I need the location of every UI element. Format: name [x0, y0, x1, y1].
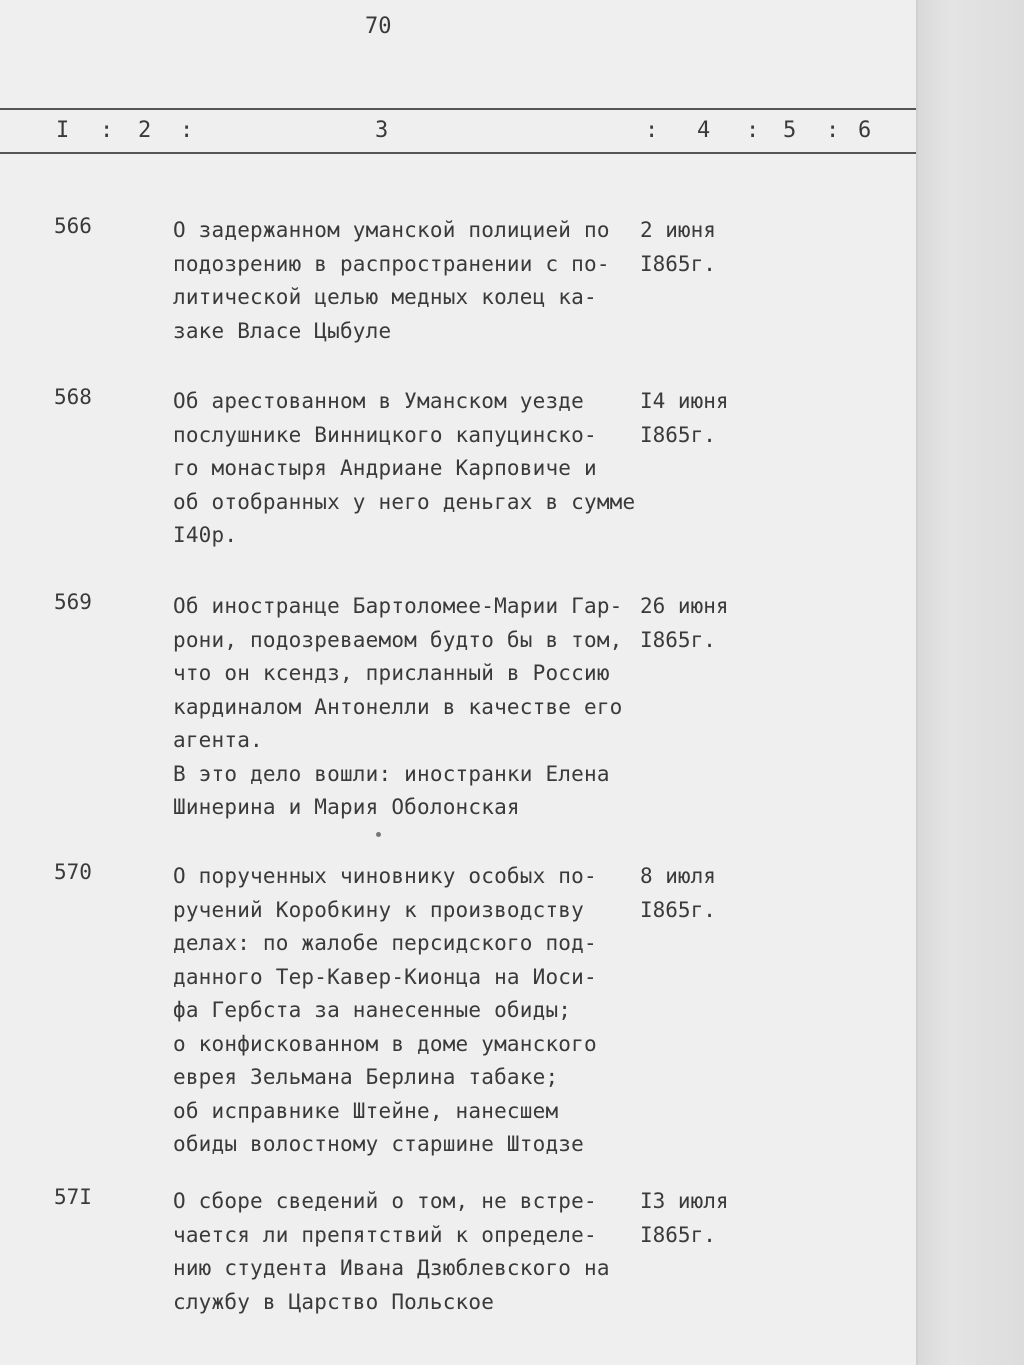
description-line: Об арестованном в Уманском уезде	[173, 389, 584, 413]
date-day: 8 июля	[640, 864, 716, 888]
description-line: Об иностранце Бартоломее-Марии Гар-	[173, 594, 623, 618]
description-line: подозрению в распространении с по-	[173, 251, 610, 276]
column-separator: :	[826, 118, 840, 143]
column-separator: :	[746, 118, 760, 143]
entry-date	[640, 590, 729, 657]
date-year: I865г.	[640, 897, 716, 922]
column-header-6: 6	[858, 118, 872, 143]
description-line: делах: по жалобе персидского под-	[173, 931, 597, 955]
entry-description	[173, 1185, 643, 1319]
description-line: го монастыря Андриане Карповиче и	[173, 456, 597, 480]
description-line: О порученных чиновнику особых по-	[173, 864, 597, 888]
description-line: фа Гербста за нанесенные обиды;	[173, 998, 572, 1022]
entry-number: 569	[54, 590, 92, 614]
column-header-2: 2	[138, 118, 152, 143]
description-line: В это дело вошли: иностранки Елена	[173, 761, 610, 786]
entry-number: 57I	[54, 1185, 92, 1209]
entry-number: 570	[54, 860, 92, 884]
description-line: ручений Коробкину к производству	[173, 897, 584, 922]
description-line: что он ксендз, присланный в Россию	[173, 661, 610, 685]
description-line: Шинерина и Мария Оболонская	[173, 795, 520, 819]
date-day: 26 июня	[640, 594, 729, 618]
description-line: о конфискованном в доме уманского	[173, 1031, 597, 1056]
column-header-1: I	[56, 118, 70, 143]
description-line: заке Власе Цыбуле	[173, 318, 392, 343]
date-day: 2 июня	[640, 218, 716, 242]
entry-description	[173, 860, 643, 1162]
description-line: чается ли препятствий к определе-	[173, 1222, 597, 1247]
description-line: обиды волостному старшине Штодзе	[173, 1132, 584, 1156]
entry-description	[173, 590, 643, 825]
entry-number: 568	[54, 385, 92, 409]
date-year: I865г.	[640, 1222, 716, 1247]
column-separator: :	[100, 118, 114, 143]
entry-date	[640, 385, 729, 452]
entry-date	[640, 1185, 729, 1252]
entry-date	[640, 860, 716, 927]
description-line: литической целью медных колец ка-	[173, 285, 597, 309]
column-header-4: 4	[697, 118, 711, 143]
page-edge-background	[916, 0, 1024, 1365]
description-line: агента.	[173, 728, 263, 752]
header-rule-bottom	[0, 152, 916, 154]
description-line: рони, подозреваемом будто бы в том,	[173, 627, 623, 652]
entry-description	[173, 214, 643, 348]
description-line: I40р.	[173, 523, 238, 547]
column-separator: :	[180, 118, 194, 143]
description-line: кардиналом Антонелли в качестве его	[173, 694, 623, 719]
entry-date	[640, 214, 716, 281]
date-year: I865г.	[640, 422, 716, 447]
description-line: об отобранных у него деньгах в сумме	[173, 489, 636, 514]
column-header-3: 3	[375, 118, 389, 143]
entry-number: 566	[54, 214, 92, 238]
page-number: 70	[365, 14, 392, 39]
column-header-5: 5	[783, 118, 797, 143]
column-separator: :	[645, 118, 659, 143]
entry-description	[173, 385, 643, 553]
description-line: нию студента Ивана Дзюблевского на	[173, 1256, 610, 1280]
description-line: послушнике Винницкого капуцинско-	[173, 422, 597, 447]
description-line: службу в Царство Польское	[173, 1289, 495, 1314]
description-line: О задержанном уманской полицией по	[173, 218, 610, 242]
date-day: I3 июля	[640, 1189, 729, 1213]
date-year: I865г.	[640, 251, 716, 276]
description-line: данного Тер-Кавер-Кионца на Иоси-	[173, 964, 597, 989]
description-line: О сборе сведений о том, не встре-	[173, 1189, 597, 1213]
header-rule-top	[0, 108, 916, 110]
date-day: I4 июня	[640, 389, 729, 413]
description-line: еврея Зельмана Берлина табаке;	[173, 1065, 559, 1089]
paper-speck	[376, 832, 381, 837]
description-line: об исправнике Штейне, нанесшем	[173, 1098, 559, 1123]
date-year: I865г.	[640, 627, 716, 652]
